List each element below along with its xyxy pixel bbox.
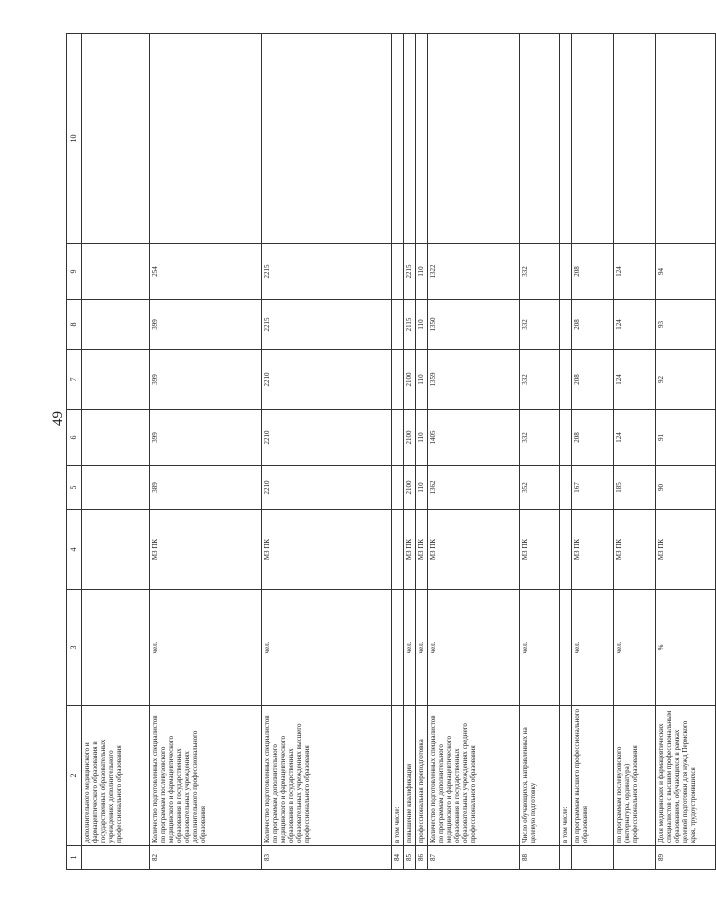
header-cell: 3 bbox=[67, 590, 82, 706]
table-cell bbox=[392, 244, 404, 300]
table-cell: МЗ ПК bbox=[614, 510, 656, 590]
table-cell bbox=[392, 350, 404, 410]
table-cell: чел. bbox=[416, 590, 428, 706]
table-cell bbox=[614, 846, 656, 870]
table-cell: 86 bbox=[416, 846, 428, 870]
header-cell: 5 bbox=[67, 466, 82, 510]
table-cell bbox=[82, 350, 150, 410]
table-row bbox=[560, 34, 572, 870]
table-cell: 389 bbox=[150, 466, 262, 510]
table-cell: 2100 bbox=[404, 350, 416, 410]
table-cell: 399 bbox=[150, 350, 262, 410]
table-cell: 208 bbox=[572, 350, 614, 410]
table-cell: 124 bbox=[614, 350, 656, 410]
table-cell bbox=[150, 34, 262, 244]
table-row bbox=[428, 34, 520, 870]
table-cell: МЗ ПК bbox=[520, 510, 560, 590]
table-row bbox=[262, 34, 392, 870]
table-cell: 83 bbox=[262, 846, 392, 870]
table-cell: чел. bbox=[404, 590, 416, 706]
table-cell bbox=[82, 410, 150, 466]
table-cell: 85 bbox=[404, 846, 416, 870]
header-cell: 1 bbox=[67, 846, 82, 870]
table-cell bbox=[392, 300, 404, 350]
table-cell: 110 bbox=[416, 300, 428, 350]
table-cell bbox=[392, 34, 404, 244]
table-cell: 1405 bbox=[428, 410, 520, 466]
table-cell: 88 bbox=[520, 846, 560, 870]
table-cell: 2215 bbox=[262, 300, 392, 350]
table-cell: 110 bbox=[416, 410, 428, 466]
table-cell: 87 bbox=[428, 846, 520, 870]
table-row bbox=[656, 34, 716, 870]
table-cell: 110 bbox=[416, 244, 428, 300]
table-cell bbox=[560, 244, 572, 300]
table-cell: МЗ ПК bbox=[416, 510, 428, 590]
header-cell: 7 bbox=[67, 350, 82, 410]
table-cell bbox=[82, 244, 150, 300]
table-cell: по программам послевузовского (интернатура, ординатура) профессионального образования bbox=[614, 706, 656, 846]
table-cell bbox=[560, 846, 572, 870]
table-cell: 332 bbox=[520, 300, 560, 350]
table-row bbox=[614, 34, 656, 870]
table-cell: 2210 bbox=[262, 350, 392, 410]
table-cell bbox=[560, 466, 572, 510]
table-cell bbox=[404, 34, 416, 244]
rotated-table bbox=[66, 34, 698, 870]
table-row bbox=[392, 34, 404, 870]
table-row bbox=[82, 34, 150, 870]
header-cell: 8 bbox=[67, 300, 82, 350]
table-cell bbox=[82, 510, 150, 590]
table-cell: чел. bbox=[428, 590, 520, 706]
header-cell: 4 bbox=[67, 510, 82, 590]
header-cell: 10 bbox=[67, 34, 82, 244]
table-cell bbox=[416, 34, 428, 244]
table-cell: 110 bbox=[416, 466, 428, 510]
table-row bbox=[572, 34, 614, 870]
table-cell: МЗ ПК bbox=[404, 510, 416, 590]
table-container bbox=[66, 34, 698, 870]
table-row bbox=[520, 34, 560, 870]
table-cell: 93 bbox=[656, 300, 716, 350]
table-cell bbox=[614, 34, 656, 244]
table-cell: 2100 bbox=[404, 410, 416, 466]
table-cell bbox=[560, 300, 572, 350]
table-cell bbox=[428, 34, 520, 244]
table-cell bbox=[392, 590, 404, 706]
table-cell: 1362 bbox=[428, 466, 520, 510]
table-cell: 124 bbox=[614, 410, 656, 466]
table-cell: Количество подготовленных специалистов по программам дополнительного медицинского и фармацевтического образования в государственных образовательных учреждениях высшего профессионального образования bbox=[262, 706, 392, 846]
table-cell bbox=[392, 510, 404, 590]
table-cell: 352 bbox=[520, 466, 560, 510]
header-cell: 6 bbox=[67, 410, 82, 466]
table-cell: Число обучающихся, направленных на целевую подготовку bbox=[520, 706, 560, 846]
table-cell: 208 bbox=[572, 410, 614, 466]
table-cell: Количество подготовленных специалистов по программам дополнительного медицинского и фармацевтического образования в государственных образовательных учреждениях среднего профессионального образования bbox=[428, 706, 520, 846]
table-cell: Доля медицинских и фармацевтических специалистов с высшим профессиональным образованием, обучающихся в рамках целевой подготовки для нужд Пермского края, трудоустроившихся bbox=[656, 706, 716, 846]
table-row bbox=[416, 34, 428, 870]
table-cell: чел. bbox=[614, 590, 656, 706]
table-row bbox=[404, 34, 416, 870]
table-cell bbox=[82, 466, 150, 510]
table-cell: 110 bbox=[416, 350, 428, 410]
table-cell: 90 bbox=[656, 466, 716, 510]
table-cell: 332 bbox=[520, 244, 560, 300]
table-cell bbox=[560, 510, 572, 590]
table-row bbox=[150, 34, 262, 870]
table-cell: по программам высшего профессионального образования bbox=[572, 706, 614, 846]
table-cell: 208 bbox=[572, 300, 614, 350]
table-cell: 254 bbox=[150, 244, 262, 300]
table-cell: 399 bbox=[150, 300, 262, 350]
table-cell: в том числе: bbox=[560, 706, 572, 846]
table-cell bbox=[572, 34, 614, 244]
table-cell bbox=[656, 34, 716, 244]
table-cell: 208 bbox=[572, 244, 614, 300]
table-cell: 91 bbox=[656, 410, 716, 466]
table-cell bbox=[560, 350, 572, 410]
table-cell: 2210 bbox=[262, 410, 392, 466]
table-cell: 185 bbox=[614, 466, 656, 510]
table-cell: повышение квалификации bbox=[404, 706, 416, 846]
table-cell: 167 bbox=[572, 466, 614, 510]
table-cell: 2215 bbox=[262, 244, 392, 300]
table-cell: 124 bbox=[614, 300, 656, 350]
table-cell: МЗ ПК bbox=[572, 510, 614, 590]
table-cell bbox=[82, 300, 150, 350]
table-cell: дополнительного медицинского и фармацевтического образования в государственных образовательных учреждениях дополнительного профессионального образования bbox=[82, 706, 150, 846]
header-cell: 2 bbox=[67, 706, 82, 846]
table-cell: чел. bbox=[520, 590, 560, 706]
table-cell: Количество подготовленных специалистов по программам послевузовского медицинского и фармацевтического образования в государственных образовательных учреждениях дополнительного профессионального образования bbox=[150, 706, 262, 846]
table-cell bbox=[560, 34, 572, 244]
page-number: 49 bbox=[50, 411, 66, 426]
table-cell: чел. bbox=[150, 590, 262, 706]
header-row bbox=[67, 34, 82, 870]
table-cell: 124 bbox=[614, 244, 656, 300]
indicator-table bbox=[66, 33, 716, 870]
table-cell: 2215 bbox=[404, 244, 416, 300]
table-cell: 1322 bbox=[428, 244, 520, 300]
table-cell: МЗ ПК bbox=[428, 510, 520, 590]
table-cell: 332 bbox=[520, 410, 560, 466]
table-cell: чел. bbox=[262, 590, 392, 706]
table-cell: % bbox=[656, 590, 716, 706]
table-cell: 332 bbox=[520, 350, 560, 410]
table-cell bbox=[520, 34, 560, 244]
table-cell bbox=[560, 410, 572, 466]
table-cell bbox=[262, 34, 392, 244]
table-cell bbox=[392, 410, 404, 466]
table-cell: 94 bbox=[656, 244, 716, 300]
table-cell: 2100 bbox=[404, 466, 416, 510]
table-cell: 92 bbox=[656, 350, 716, 410]
table-cell: 2115 bbox=[404, 300, 416, 350]
table-cell bbox=[392, 466, 404, 510]
table-cell: МЗ ПК bbox=[262, 510, 392, 590]
table-cell: 82 bbox=[150, 846, 262, 870]
table-cell bbox=[572, 846, 614, 870]
table-cell: 1359 bbox=[428, 350, 520, 410]
table-cell: 84 bbox=[392, 846, 404, 870]
header-cell: 9 bbox=[67, 244, 82, 300]
table-cell: чел. bbox=[572, 590, 614, 706]
table-cell bbox=[82, 34, 150, 244]
table-cell: МЗ ПК bbox=[656, 510, 716, 590]
table-cell: профессиональная переподготовка bbox=[416, 706, 428, 846]
table-cell: 1350 bbox=[428, 300, 520, 350]
table-cell: в том числе: bbox=[392, 706, 404, 846]
table-cell: 399 bbox=[150, 410, 262, 466]
table-cell: МЗ ПК bbox=[150, 510, 262, 590]
table-cell bbox=[560, 590, 572, 706]
table-cell: 89 bbox=[656, 846, 716, 870]
table-cell bbox=[82, 846, 150, 870]
table-cell bbox=[82, 590, 150, 706]
table-cell: 2210 bbox=[262, 466, 392, 510]
